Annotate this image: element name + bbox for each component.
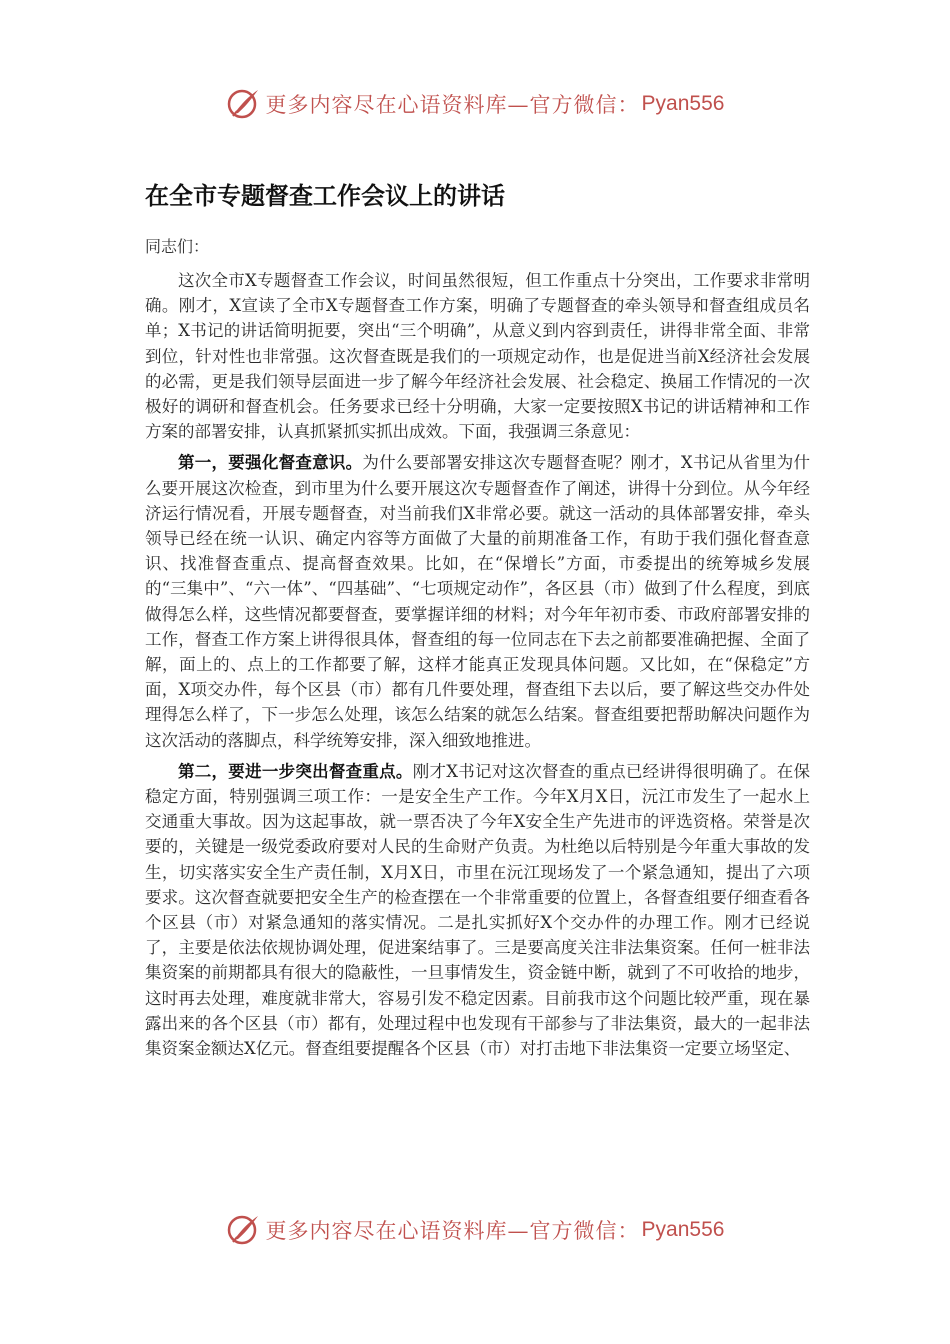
banner-text: 更多内容尽在心语资料库—官方微信： [265,93,640,117]
paragraph [145,450,810,752]
paragraph-lead: 第一，要强化督查意识。 [178,453,363,473]
paragraph-text: 为什么要部署安排这次专题督查呢？刚才，X书记从省里为什么要开展这次检查，到市里为什么要开展这次专题督查作了阐述，讲得十分到位。从今年经济运行情况看，开展专题督查，对当前我们X非常必要。就这一活动的具体部署安排，牵头领导已经在统一认识、确定内容等方面做了大量的前期准备工作，有助于我们强化督查意识、找准督查重点、提高督查效果。比如，在“保增长”方面，市委提出的统筹城乡发展的“三集中”、“六一体”、“四基础”、“七项规定动作”，各区县（市）做到了什么程度，到底做得怎么样，这些情况都要督查，要掌握详细的材料；对今年年初市委、市政府部署安排的工作，督查工作方案上讲得很具体，督查组的每一位同志在下去之前都要准确把握、全面了解，面上的、点上的工作都要了解，这样才能真正发现具体问题。又比如，在“保稳定”方面，X项交办件，每个区县（市）都有几件要处理，督查组下去以后，要了解这些交办件处理得怎么样了，下一步怎么处理，该怎么结案的就怎么结案。督查组要把帮助解决问题作为这次活动的落脚点，科学统筹安排，深入细致地推进。 [145,453,811,750]
banner-wechat-id: Pyan556 [641,92,725,115]
document-title: 在全市专题督查工作会议上的讲话 [145,182,505,210]
banner-text: 更多内容尽在心语资料库—官方微信： [265,1219,640,1243]
paragraph-lead: 第二，要进一步突出督查重点。 [178,761,413,781]
watermark-banner-bottom [0,1210,950,1250]
greeting: 同志们： [145,237,210,256]
watermark-banner-top [0,84,950,124]
quill-logo-icon [226,86,262,122]
banner-wechat-id: Pyan556 [641,1218,725,1241]
paragraph-text: 刚才X书记对这次督查的重点已经讲得很明确了。在保稳定方面，特别强调三项工作：一是安全生产工作。今年X月X日，沅江市发生了一起水上交通重大事故。因为这起事故，就一票否决了今年X安全生产先进市的评选资格。荣誉是次要的，关键是一级党委政府要对人民的生命财产负责。为杜绝以后特别是今年重大事故的发生，切实落实安全生产责任制，X月X日，市里在沅江现场发了一个紧急通知，提出了六项要求。这次督查就要把安全生产的检查摆在一个非常重要的位置上，各督查组要仔细查看各个区县（市）对紧急通知的落实情况。二是扎实抓好X个交办件的办理工作。刚才已经说了，主要是依法依规协调处理，促进案结事了。三是要高度关注非法集资案。任何一桩非法集资案的前期都具有很大的隐蔽性，一旦事情发生，资金链中断，就到了不可收拾的地步，这时再去处理，难度就非常大，容易引发不稳定因素。目前我市这个问题比较严重，现在暴露出来的各个区县（市）都有，处理过程中也发现有干部参与了非法集资，最大的一起非法集资案金额达X亿元。督查组要提醒各个区县（市）对打击地下非法集资一定要立场坚定、 [145,761,811,1059]
paragraph [145,759,810,1061]
paragraph-text: 这次全市X专题督查工作会议，时间虽然很短，但工作重点十分突出，工作要求非常明确。刚才，X宣读了全市X专题督查工作方案，明确了专题督查的牵头领导和督查组成员名单；X书记的讲话简明扼要，突出“三个明确”，从意义到内容到责任，讲得非常全面、非常到位，针对性也非常强。这次督查既是我们的一项规定动作，也是促进当前X经济社会发展的必需，更是我们领导层面进一步了解今年经济社会发展、社会稳定、换届工作情况的一次极好的调研和督查机会。任务要求已经十分明确，大家一定要按照X书记的讲话精神和工作方案的部署安排，认真抓紧抓实抓出成效。下面，我强调三条意见： [145,271,810,442]
quill-logo-icon [226,1212,262,1248]
paragraph [145,268,810,444]
document-body [145,268,810,1067]
